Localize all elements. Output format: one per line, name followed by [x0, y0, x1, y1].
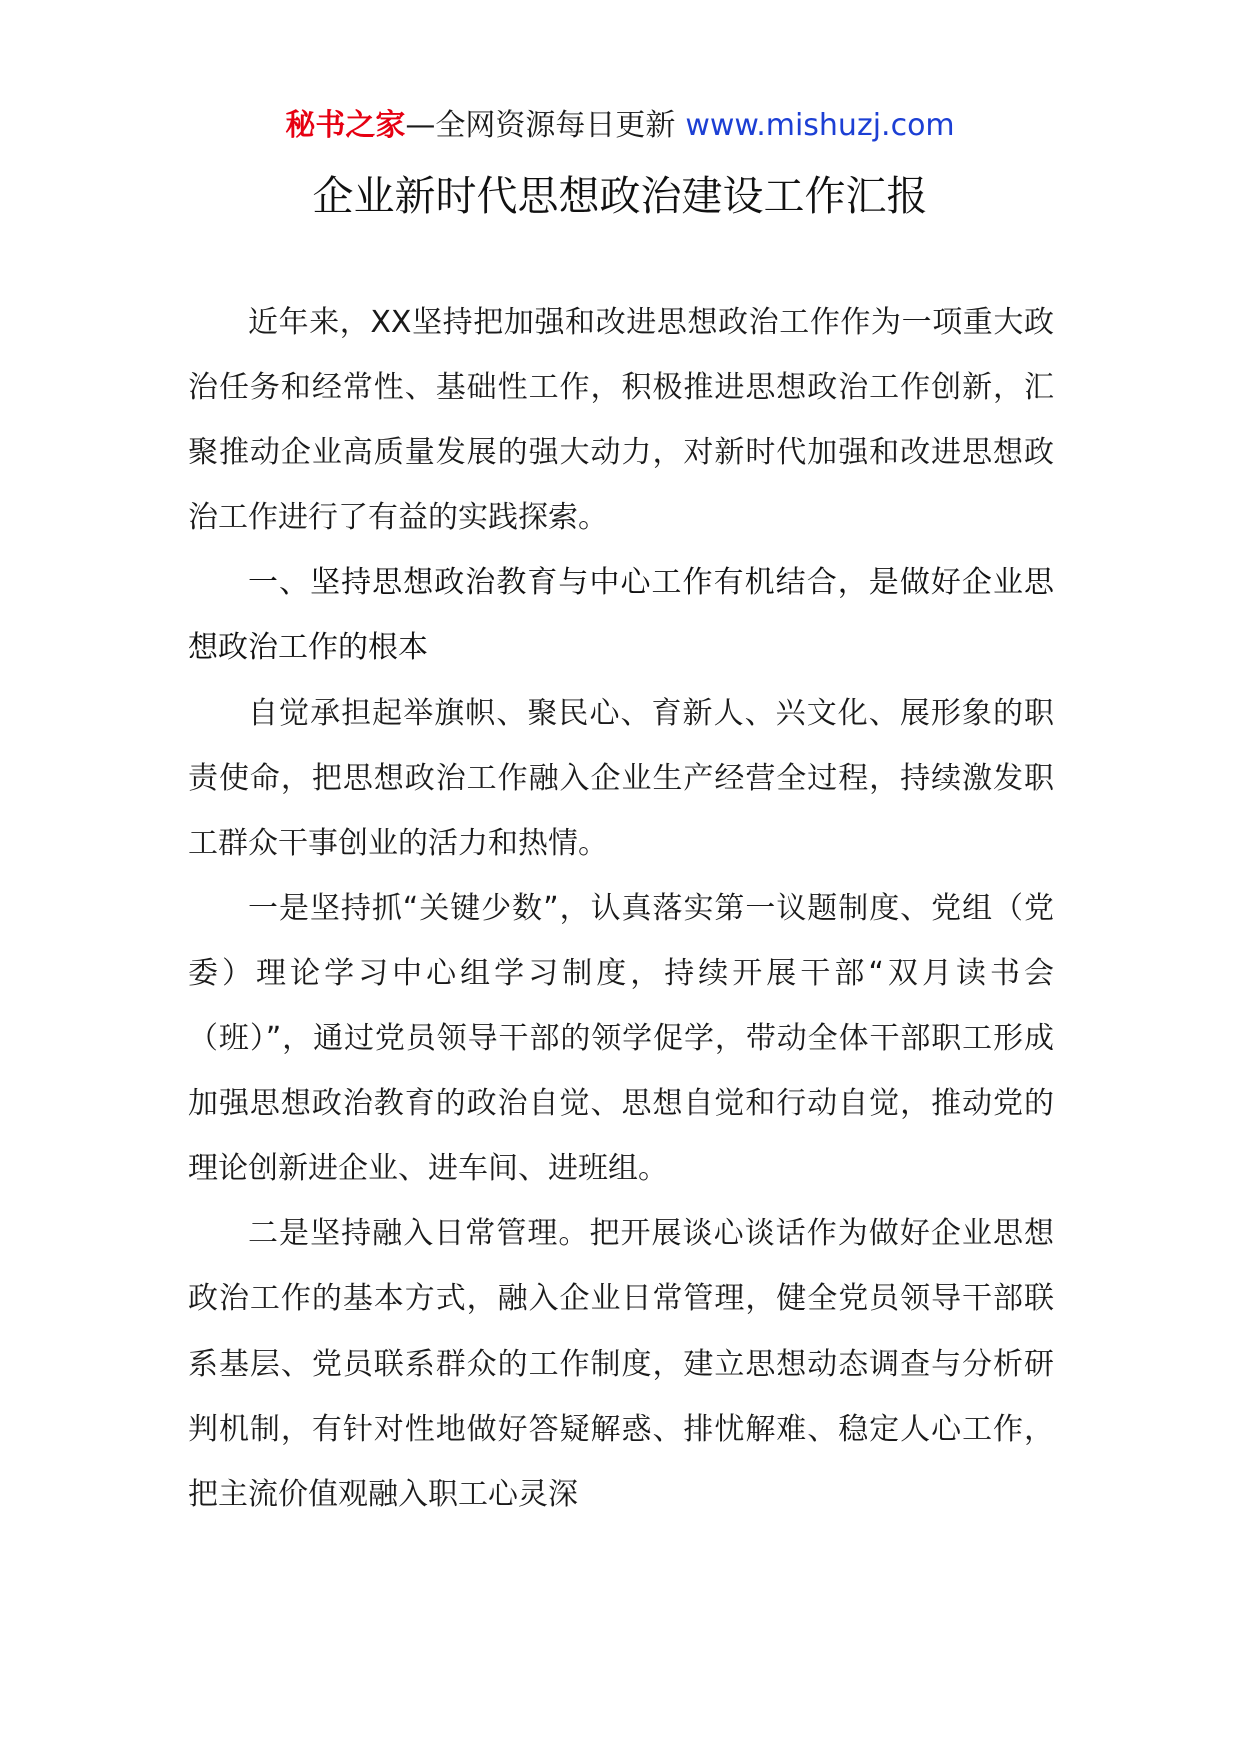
- paragraph-section-1: 自觉承担起举旗帜、聚民心、育新人、兴文化、展形象的职责使命，把思想政治工作融入企业生产经营全过程，持续激发职工群众干事创业的活力和热情。: [188, 695, 1054, 861]
- paragraph-point-2: 二是坚持融入日常管理。把开展谈心谈话作为做好企业思想政治工作的基本方式，融入企业日常管理，健全党员领导干部联系基层、党员联系群众的工作制度，建立思想动态调查与分析研判机制，有针对性地做好答疑解惑、排忧解难、稳定人心工作，把主流价值观融入职工心灵深: [188, 1216, 1054, 1512]
- section-heading-1: 一、坚持思想政治教育与中心工作有机结合，是做好企业思想政治工作的根本: [188, 565, 1054, 666]
- document-title: 企业新时代思想政治建设工作汇报: [312, 172, 928, 220]
- paragraph-point-1: 一是坚持抓“关键少数”，认真落实第一议题制度、党组（党委）理论学习中心组学习制度，持续开展干部“双月读书会（班）”，通过党员领导干部的领学促学，带动全体干部职工形成加强思想政治教育的政治自觉、思想自觉和行动自觉，推动党的理论创新进企业、进车间、进班组。: [188, 890, 1054, 1187]
- document-body: [188, 290, 1054, 1527]
- site-url-link[interactable]: www.mishuzj.com: [685, 108, 955, 143]
- site-header: [0, 104, 1240, 148]
- brand-name: 秘书之家: [285, 108, 406, 143]
- header-tagline: —全网资源每日更新: [405, 108, 676, 143]
- paragraph-intro: 近年来，XX坚持把加强和改进思想政治工作作为一项重大政治任务和经常性、基础性工作，积极推进思想政治工作创新，汇聚推动企业高质量发展的强大动力，对新时代加强和改进思想政治工作进行了有益的实践探索。: [188, 305, 1054, 536]
